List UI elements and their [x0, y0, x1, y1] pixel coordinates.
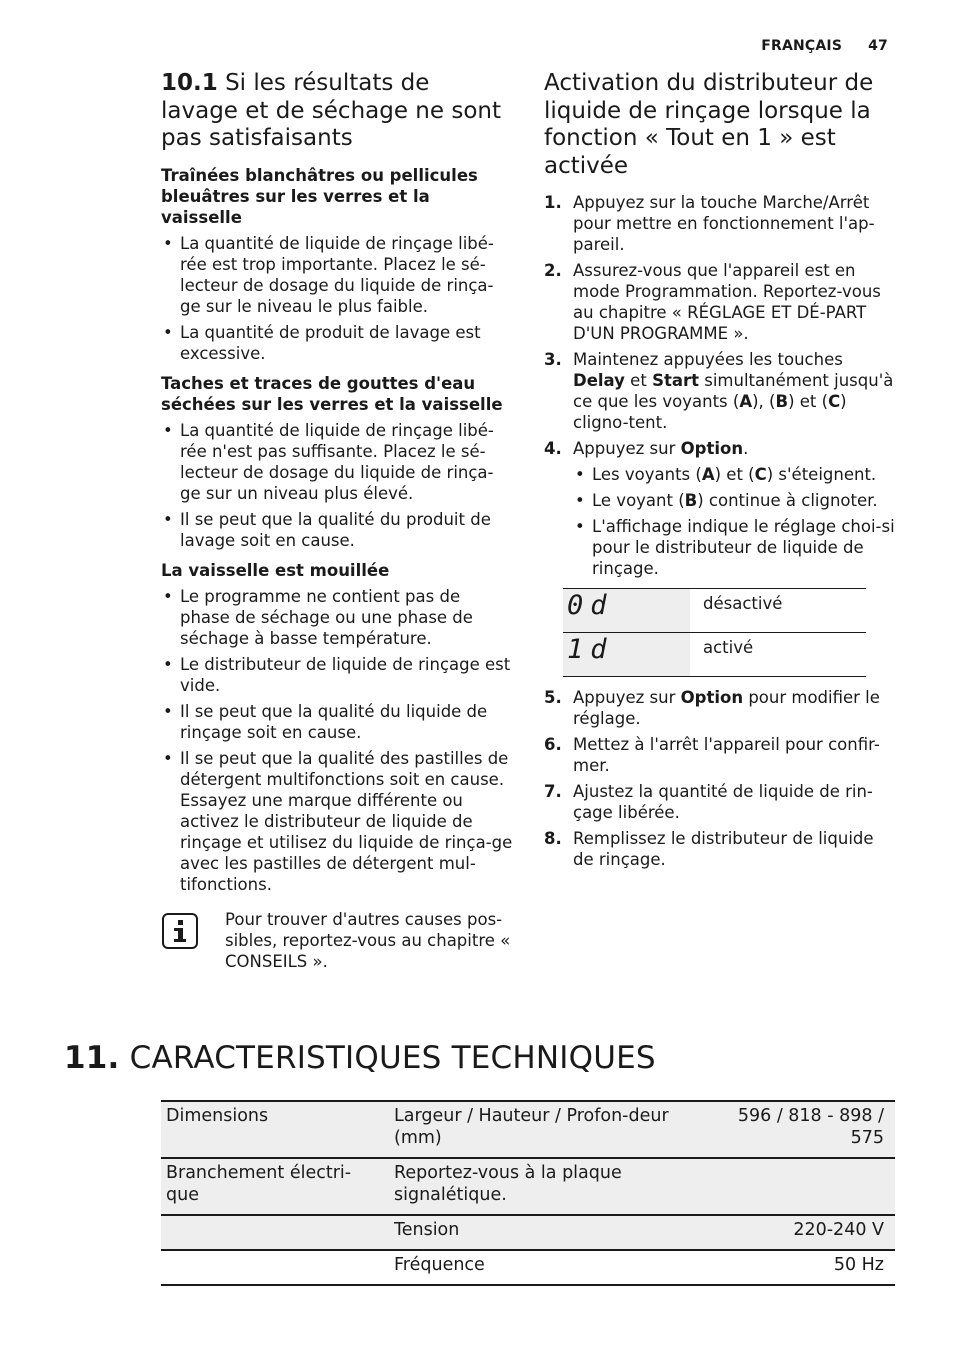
- table-row: [563, 633, 866, 677]
- list-item: • Le programme ne contient pas de phase de séchage ou une phase de séchage à basse température.: [161, 586, 513, 649]
- display-table: [563, 588, 866, 677]
- list-item: • Le voyant (B) continue à clignoter.: [573, 490, 896, 511]
- spec-cell: Largeur / Hauteur / Profon-deur (mm): [389, 1101, 700, 1158]
- spec-cell: Reportez-vous à la plaque signalétique.: [389, 1158, 700, 1215]
- info-icon: [162, 913, 198, 949]
- step-3: 3. Maintenez appuyées les touches Delay et Start simultanément jusqu'à ce que les voyants (A), (B) et (C) cligno-tent.: [544, 350, 894, 432]
- bullet-list: [573, 464, 896, 579]
- steps-list-continued: [544, 687, 896, 870]
- bullet-list: [161, 233, 513, 364]
- key-start: Start: [652, 371, 699, 390]
- table-row: [563, 589, 866, 633]
- step-2: 2. Assurez-vous que l'appareil est en mode Programmation. Reportez-vous au chapitre « RÉGLAGE ET DÉ-PART D'UN PROGRAMME ».: [544, 261, 881, 343]
- key-option: Option: [680, 439, 744, 458]
- info-note: [161, 909, 513, 972]
- section-11-title: 11. CARACTERISTIQUES TECHNIQUES: [64, 1040, 656, 1076]
- spec-cell: Fréquence: [389, 1250, 700, 1285]
- list-item: • Il se peut que la qualité du produit de lavage soit en cause.: [161, 509, 513, 551]
- spec-cell: 596 / 818 - 898 / 575: [700, 1101, 895, 1158]
- step-5: 5. Appuyez sur Option pour modifier le réglage.: [544, 688, 880, 728]
- spec-cell: 50 Hz: [700, 1250, 895, 1285]
- page-number: 47: [868, 38, 888, 54]
- section-number: 11.: [64, 1040, 120, 1076]
- header-language: FRANÇAIS: [761, 38, 843, 54]
- bullet-list: [161, 420, 513, 551]
- group-heading: Traînées blanchâtres ou pellicules bleuâtres sur les verres et la vaisselle: [161, 165, 478, 227]
- section-10-1-title: 10.1 Si les résultats de lavage et de séchage ne sont pas satisfaisants: [161, 70, 501, 151]
- right-column: [544, 70, 896, 875]
- display-label: activé: [690, 633, 866, 677]
- spec-cell: [161, 1215, 389, 1250]
- step-8: 8. Remplissez le distributeur de liquide de rinçage.: [544, 829, 874, 869]
- spec-cell: [700, 1158, 895, 1215]
- list-item: • La quantité de liquide de rinçage libé-rée est trop importante. Placez le sé-lecteur de dosage du liquide de rinça-ge sur le niveau le plus faible.: [161, 233, 513, 317]
- list-item: • Il se peut que la qualité des pastilles de détergent multifonctions soit en cause. Essayez une marque différente ou activez le distributeur de liquide de rinçage et utilisez du liquide de rinça-ge avec les pastilles de détergent mul-tifonctions.: [161, 748, 513, 895]
- step-6: 6. Mettez à l'arrêt l'appareil pour confir-mer.: [544, 735, 880, 775]
- step-7: 7. Ajustez la quantité de liquide de rin-çage libérée.: [544, 782, 873, 822]
- table-row: [161, 1215, 895, 1250]
- spec-cell: Tension: [389, 1215, 700, 1250]
- bullet-list: [161, 586, 513, 895]
- group-heading: Taches et traces de gouttes d'eau séchées sur les verres et la vaisselle: [161, 373, 503, 414]
- left-column: [161, 70, 513, 972]
- list-item: • Il se peut que la qualité du liquide de rinçage soit en cause.: [161, 701, 513, 743]
- table-row: [161, 1158, 895, 1215]
- display-symbol: 1d: [567, 634, 614, 665]
- spec-cell: 220-240 V: [700, 1215, 895, 1250]
- list-item: • Le distributeur de liquide de rinçage est vide.: [161, 654, 513, 696]
- table-row: [161, 1101, 895, 1158]
- key-delay: Delay: [573, 371, 625, 390]
- step-4: 4. Appuyez sur Option. • Les voyants (A) et (C) s'éteignent. • Le voyant (B) continue à clignoter. • L'affichage indique le réglage choi-si pour le distributeur de liquide de rinçage.: [544, 438, 896, 579]
- display-symbol: 0d: [567, 590, 614, 621]
- step-1: 1. Appuyez sur la touche Marche/Arrêt pour mettre en fonctionnement l'ap-pareil.: [544, 193, 875, 254]
- spec-cell: [161, 1250, 389, 1285]
- info-note-text: Pour trouver d'autres causes pos-sibles, reportez-vous au chapitre « CONSEILS ».: [225, 909, 511, 971]
- list-item: • Les voyants (A) et (C) s'éteignent.: [573, 464, 896, 485]
- list-item: • La quantité de produit de lavage est excessive.: [161, 322, 513, 364]
- display-label: désactivé: [690, 589, 866, 633]
- group-heading: La vaisselle est mouillée: [161, 560, 390, 580]
- steps-list: [544, 192, 896, 579]
- spec-cell: Dimensions: [161, 1101, 389, 1158]
- list-item: • L'affichage indique le réglage choi-si pour le distributeur de liquide de rinçage.: [573, 516, 896, 579]
- spec-cell: Branchement électri-que: [161, 1158, 389, 1215]
- activation-title: Activation du distributeur de liquide de rinçage lorsque la fonction « Tout en 1 » est activée: [544, 70, 874, 179]
- spec-table: [161, 1100, 895, 1286]
- key-option: Option: [680, 688, 744, 707]
- list-item: • La quantité de liquide de rinçage libé-rée n'est pas suffisante. Placez le sé-lecteur de dosage du liquide de rinça-ge sur un niveau plus élevé.: [161, 420, 513, 504]
- section-number: 10.1: [161, 70, 218, 96]
- table-row: [161, 1250, 895, 1285]
- page-header: [761, 38, 888, 54]
